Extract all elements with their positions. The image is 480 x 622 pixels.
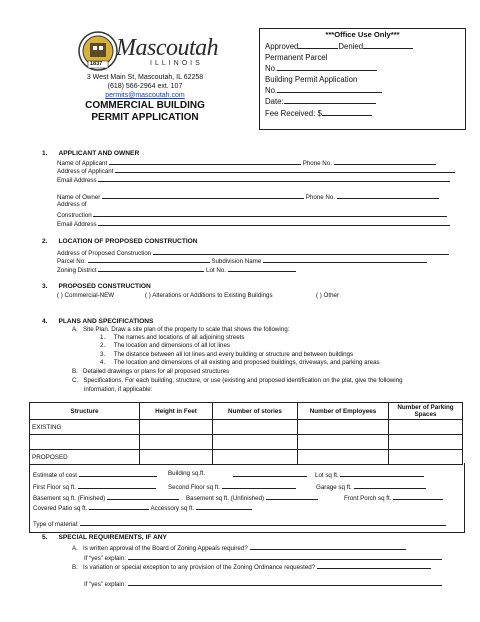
- site-plan-4: 4. The location and dimensions of all existing and proposed buildings, driveways, and parking areas: [100, 359, 380, 366]
- email-applicant-field[interactable]: [98, 175, 450, 182]
- site-plan-3: 3. The distance between all lot lines and every building or structure and between buildings: [100, 351, 354, 358]
- material-label: Type of material:: [33, 521, 79, 528]
- front-porch-field[interactable]: [393, 493, 443, 500]
- cell[interactable]: [213, 420, 298, 435]
- variation-field[interactable]: [317, 562, 431, 569]
- first-floor-field[interactable]: [78, 482, 156, 489]
- option-alterations[interactable]: ( ) Alterations or Additions to Existing Buildings: [145, 292, 273, 299]
- denied-field[interactable]: [363, 42, 413, 49]
- drawings-item: B. Detailed drawings or plans for all proposed structures: [72, 368, 230, 375]
- approved-label: Approved: [265, 42, 299, 51]
- section-2-heading: 2. LOCATION OF PROPOSED CONSTRUCTION: [42, 238, 198, 245]
- second-floor-field[interactable]: [222, 482, 296, 489]
- specifications-item-cont: information, if applicable:: [84, 386, 153, 393]
- section-4-heading: 4. PLANS AND SPECIFICATIONS: [42, 318, 154, 325]
- row-existing-label: EXISTING: [30, 420, 140, 435]
- zoning-appeals-explain-label: If “yes” explain:: [84, 555, 126, 562]
- mascoutah-logo: [76, 27, 219, 77]
- form-title-line1: COMMERCIAL BUILDING: [85, 100, 205, 111]
- lot-label: Lot No.: [206, 267, 226, 274]
- denied-label: Denied: [338, 42, 364, 51]
- form-title-line2: PERMIT APPLICATION: [91, 112, 199, 123]
- section-1-heading: 1. APPLICANT AND OWNER: [42, 150, 140, 157]
- email-owner-field[interactable]: [98, 219, 450, 226]
- basement-finished-field[interactable]: [107, 493, 179, 500]
- section-3-heading: 3. PROPOSED CONSTRUCTION: [42, 283, 151, 290]
- zoning-appeals-explain-field[interactable]: [128, 553, 442, 560]
- basement-unfinished-label: Basement sq ft. (Unfinished): [186, 495, 265, 502]
- specifications-item: C. Specifications. For each building, structure, or use (existing and proposed identification on the plat, give the following: [72, 377, 403, 384]
- date-label: Date:: [265, 97, 284, 106]
- owner-phone-field[interactable]: [337, 192, 439, 199]
- cell[interactable]: [140, 435, 213, 450]
- permit-no-field[interactable]: [277, 86, 382, 93]
- option-other[interactable]: ( ) Other: [316, 292, 340, 299]
- zoning-label: Zoning District: [57, 267, 97, 274]
- zoning-appeals-field[interactable]: [250, 543, 406, 550]
- second-floor-label: Second Floor sq ft.: [168, 484, 220, 491]
- office-use-box: [259, 28, 466, 130]
- table-row: [30, 435, 463, 450]
- date-field[interactable]: [284, 97, 376, 104]
- site-plan-item: A. Site Plan. Draw a site plan of the property to scale that shows the following:: [72, 326, 290, 333]
- name-owner-field[interactable]: [102, 192, 304, 199]
- zoning-field[interactable]: [98, 265, 204, 272]
- permit-no-label: No.: [265, 86, 278, 95]
- address-of-label: Address of: [57, 201, 87, 208]
- name-applicant-label: Name of Applicant: [57, 160, 108, 167]
- address-applicant-label: Address of Applicant: [57, 168, 114, 175]
- garage-field[interactable]: [354, 482, 426, 489]
- applicant-phone-field[interactable]: [334, 158, 436, 165]
- accessory-label: Accessory sq ft.: [150, 505, 195, 512]
- address-applicant-field[interactable]: [115, 166, 455, 173]
- owner-phone-label: Phone No.: [305, 194, 336, 201]
- name-owner-label: Name of Owner: [57, 194, 101, 201]
- col-stories: Number of stories: [213, 403, 298, 420]
- cell[interactable]: [298, 435, 389, 450]
- fee-field[interactable]: [322, 109, 372, 116]
- first-floor-label: First Floor sq ft.: [33, 484, 76, 491]
- phone: (618) 566-2964 ext. 107: [107, 83, 183, 90]
- garage-label: Garage sq ft.: [316, 484, 352, 491]
- covered-patio-field[interactable]: [89, 503, 149, 510]
- cell[interactable]: [140, 420, 213, 435]
- row-proposed-label: PROPOSED: [30, 450, 140, 465]
- proposed-address-label: Address of Proposed Construction: [57, 250, 152, 257]
- col-parking: Number of Parking Spaces: [389, 403, 463, 420]
- table-row: [30, 420, 463, 435]
- accessory-field[interactable]: [196, 503, 252, 510]
- logo-wordmark: Mascoutah: [116, 35, 219, 61]
- lot-sqft-field[interactable]: [340, 470, 424, 477]
- name-applicant-field[interactable]: [109, 158, 301, 165]
- cell[interactable]: [389, 435, 463, 450]
- permanent-parcel-label: Permanent Parcel: [265, 53, 328, 62]
- lot-field[interactable]: [228, 265, 296, 272]
- variation-question: B. Is variation or special exception to any provision of the Zoning Ordinance requested?: [72, 564, 316, 571]
- zoning-appeals-question: A. Is written approval of the Board of Zoning Appeals required?: [72, 545, 248, 552]
- construction-address-field[interactable]: [93, 210, 447, 217]
- basement-finished-label: Basement sq ft. (Finished): [33, 495, 106, 502]
- seal-year: 1837: [90, 61, 103, 67]
- fee-label: Fee Received: $: [265, 109, 322, 118]
- parcel-label: Parcel No.: [57, 258, 86, 265]
- building-sqft-field[interactable]: [233, 470, 307, 477]
- email-applicant-label: Email Address: [57, 177, 97, 184]
- variation-explain-label: If “yes” explain:: [84, 581, 126, 588]
- cell[interactable]: [213, 435, 298, 450]
- approved-field[interactable]: [298, 42, 338, 49]
- approved-row: [265, 42, 413, 51]
- section-5-heading: 5. SPECIAL REQUIREMENTS, IF ANY: [42, 534, 167, 541]
- logo-state: ILLINOIS: [150, 60, 203, 67]
- cell[interactable]: [298, 420, 389, 435]
- structure-table: [29, 402, 463, 465]
- parcel-no-field[interactable]: [277, 64, 377, 71]
- subdivision-label: Subdivision Name: [211, 258, 262, 265]
- front-porch-label: Front Porch sq ft.: [344, 495, 392, 502]
- subdivision-field[interactable]: [263, 256, 427, 263]
- site-plan-2: 2. The location and dimensions of all lot lines: [100, 342, 231, 349]
- building-permit-label: Building Permit Application: [265, 75, 358, 84]
- address: 3 West Main St, Mascoutah, IL 62258: [86, 74, 204, 81]
- email-owner-label: Email Address: [57, 221, 97, 228]
- proposed-address-field[interactable]: [153, 248, 449, 255]
- material-field[interactable]: [80, 519, 446, 526]
- estimate-label: Estimate of cost: [33, 472, 78, 479]
- col-employees: Number of Employees: [298, 403, 389, 420]
- col-structure: Structure: [30, 403, 140, 420]
- estimate-field[interactable]: [79, 470, 157, 477]
- cell[interactable]: [389, 420, 463, 435]
- site-plan-1: 1. The names and locations of all adjoining streets: [100, 334, 245, 341]
- building-sqft-label: Building sq.ft.: [168, 470, 206, 477]
- parcel-no-label: No.: [265, 64, 278, 73]
- table-header-row: [30, 403, 463, 420]
- basement-unfinished-field[interactable]: [266, 493, 318, 500]
- parcel-field[interactable]: [88, 256, 210, 263]
- office-use-title: ***Office Use Only***: [325, 30, 400, 39]
- construction-label: Construction: [57, 212, 92, 219]
- col-height: Height in Feet: [140, 403, 213, 420]
- covered-patio-label: Covered Patio sq ft.: [33, 505, 88, 512]
- lot-sqft-label: Lot sq ft.: [315, 472, 339, 479]
- option-commercial-new[interactable]: ( ) Commercial-NEW: [57, 292, 115, 299]
- email-link[interactable]: permits@mascoutah.com: [105, 92, 185, 99]
- variation-explain-field[interactable]: [128, 579, 442, 586]
- row-existing-2[interactable]: [30, 435, 140, 450]
- applicant-phone-label: Phone No.: [302, 160, 332, 167]
